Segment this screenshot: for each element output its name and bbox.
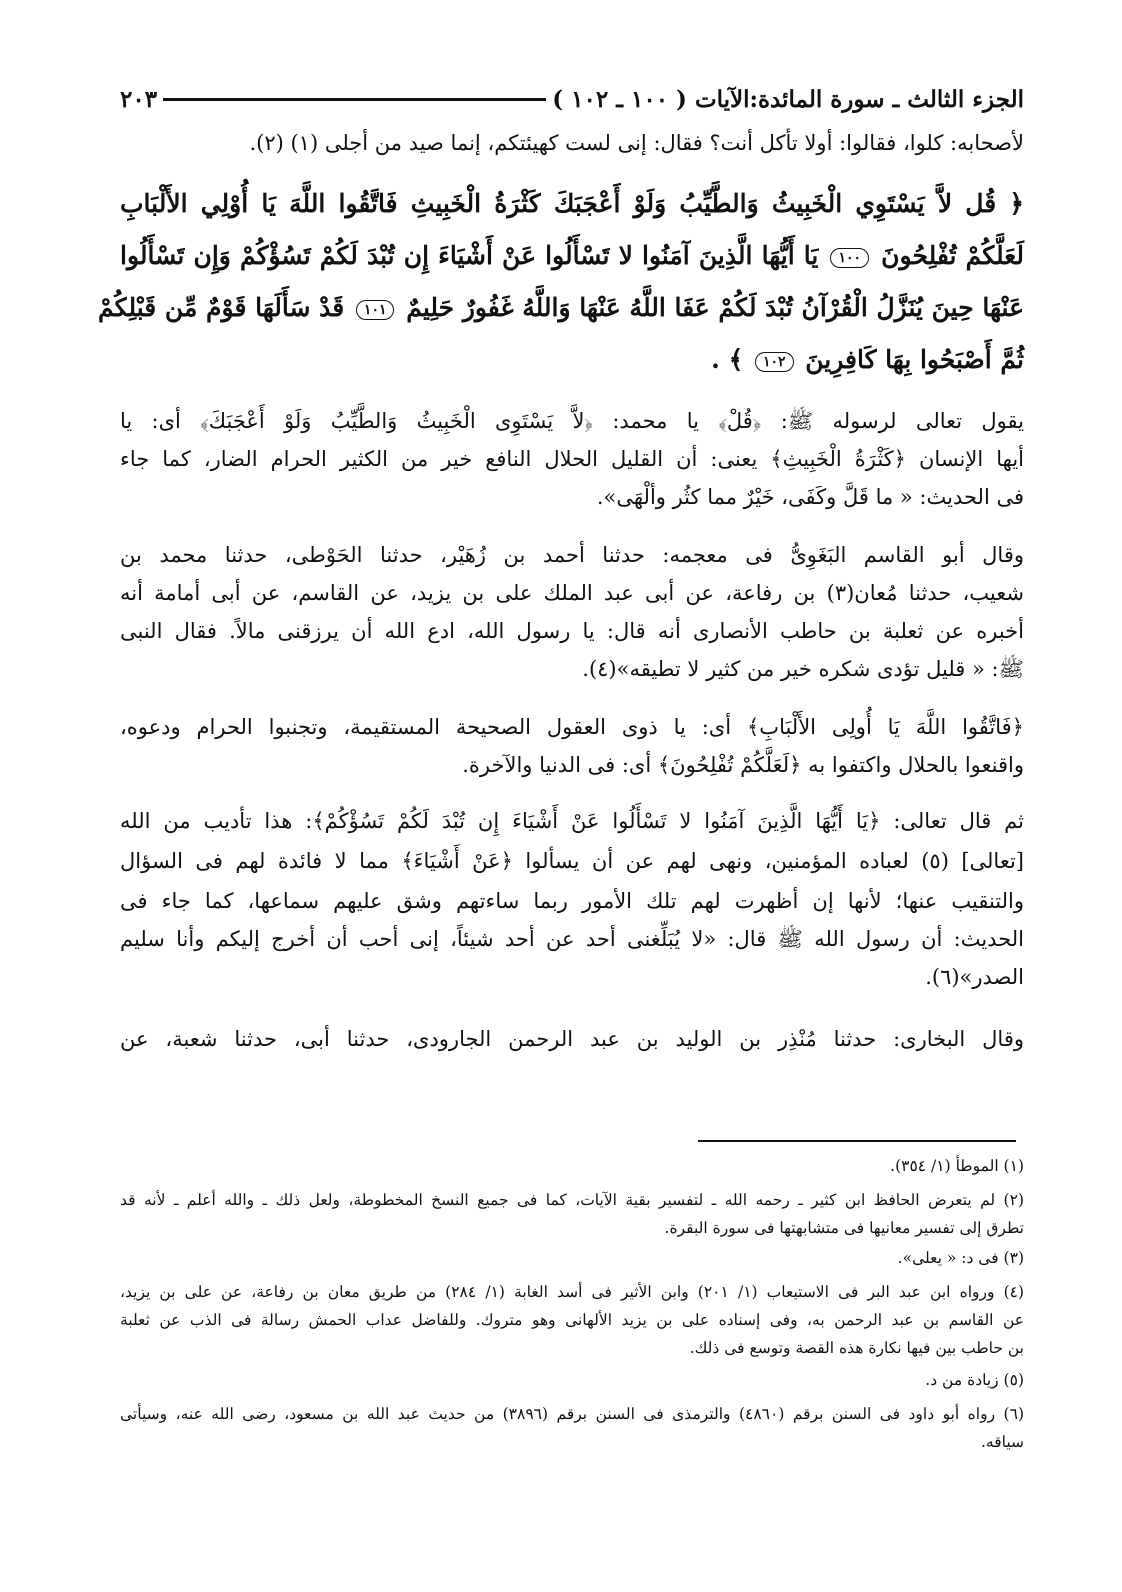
paragraph-line: الصدر»(٦). [925,965,1024,989]
quran-text: ﴾ . [711,345,744,374]
paragraph-line: ثم قال تعالى: ﴿يَا أَيُّهَا الَّذِينَ آمَنُوا لا تَسْأَلُوا عَنْ أَشْيَاءَ إِن تُبْدَ لَكُمْ تَسُؤْكُمْ﴾: هذا تأديب من الله [120,809,1024,833]
running-title: الجزء الثالث ـ سورة المائدة:الآيات ( ١٠٠ ـ ١٠٢ ) [552,85,1024,113]
paragraph-line: والتنقيب عنها؛ لأنها إن أظهرت لهم تلك الأمور ربما ساءتهم وشق عليهم سماعها، كما جاء فى [120,889,1024,913]
paragraph-line: ﴿فَاتَّقُوا اللَّهَ يَا أُولِى الأَلْبَابِ﴾ أى: يا ذوى العقول الصحيحة المستقيمة، وتجنبوا الحرام ودعوه، [120,715,1024,739]
quran-line-1: ﴿ قُل لاَّ يَسْتَوِي الْخَبِيثُ وَالطَّيِّبُ وَلَوْ أَعْجَبَكَ كَثْرَةُ الْخَبِيثِ فَاتَّقُوا اللَّهَ يَا أُوْلِي الأَلْبَابِ [120,189,1024,218]
header-rule [163,98,546,101]
ayah-number-marker: ١٠٢ [755,352,794,372]
paragraph-line: وقال البخارى: حدثنا مُنْذِر بن الوليد بن عبد الرحمن الجارودى، حدثنا أبى، حدثنا شعبة، عن [120,1027,1024,1051]
quran-text: قَدْ سَأَلَهَا قَوْمٌ مِّن قَبْلِكُمْ [98,293,345,322]
footnote-separator [698,1140,1016,1142]
footnote: (٥) زيادة من د. [925,1371,1024,1389]
quran-text: لَعَلَّكُمْ تُفْلِحُونَ [881,241,1024,270]
footnote: بن حاطب بين فيها نكارة هذه القصة وتوسع فى ذلك. [689,1339,1024,1357]
quran-text: ثُمَّ أَصْبَحُوا بِهَا كَافِرِينَ [805,345,1024,374]
paragraph-line: أيها الإنسان ﴿كَثْرَةُ الْخَبِيثِ﴾ يعنى: أن القليل الحلال النافع خير من الكثير الحرام الضار، كما جاء [120,447,1024,471]
footnote: (٦) رواه أبو داود فى السنن برقم (٤٨٦٠) والترمذى فى السنن برقم (٣٨٩٦) من حديث عبد الله بن مسعود، رضى الله عنه، وسيأتى [120,1405,1024,1423]
paragraph-line: ﷺ: « قليل تؤدى شكره خير من كثير لا تطيقه»(٤). [582,657,1024,681]
intro-line: لأصحابه: كلوا، فقالوا: أولا تأكل أنت؟ فقال: إنى لست كهيئتكم، إنما صيد من أجلى (١) (٢). [249,131,1024,155]
footnote: سياقه. [980,1433,1024,1451]
ayah-number-marker: ١٠١ [356,300,395,320]
paragraph-line: يقول تعالى لرسوله ﷺ: ﴿قُلْ﴾ يا محمد: ﴿لاَّ يَسْتَوِى الْخَبِيثُ وَالطَّيِّبُ وَلَوْ أَعْجَبَكَ﴾ أى: يا [120,409,1024,433]
paragraph-line: واقنعوا بالحلال واكتفوا به ﴿لَعَلَّكُمْ تُفْلِحُونَ﴾ أى: فى الدنيا والآخرة. [462,753,1024,777]
quran-line-3 [98,288,1024,328]
paragraph-line: فى الحديث: « ما قَلَّ وكَفَى، خَيْرٌ مما كثُر وألْهَى». [596,485,1024,509]
footnote: (٤) ورواه ابن عبد البر فى الاستيعاب (١/ ٢٠١) وابن الأثير فى أسد الغابة (١/ ٢٨٤) من طريق معان بن رفاعة، عن على بن يزيد، [120,1283,1025,1301]
page-number: ٢٠٣ [120,85,158,113]
footnote: (٣) فى د: « يعلى». [897,1249,1024,1267]
footnote: تطرق إلى تفسير معانيها فى متشابهتها فى سورة البقرة. [664,1219,1024,1237]
quran-text: عَنْهَا حِينَ يُنَزَّلُ الْقُرْآنُ تُبْدَ لَكُمْ عَفَا اللَّهُ عَنْهَا وَاللَّهُ غَفُورٌ حَلِيمٌ [406,293,1024,322]
footnote: عن القاسم بن عبد الرحمن به، وفى إسناده على بن يزيد الألهانى وهو متروك. وللفاضل عداب الحمش رسالة فى الذب عن ثعلبة [120,1311,1024,1329]
page-header [120,82,1024,116]
quran-text: يَا أَيُّهَا الَّذِينَ آمَنُوا لا تَسْأَلُوا عَنْ أَشْيَاءَ إِن تُبْدَ لَكُمْ تَسُؤْكُمْ وَإِن تَسْأَلُوا [120,241,819,270]
paragraph-line: أخبره عن ثعلبة بن حاطب الأنصارى أنه قال: يا رسول الله، ادع الله أن يرزقنى مالاً. فقال النبى [120,619,1024,643]
ayah-number-marker: ١٠٠ [830,248,869,268]
paragraph-line: وقال أبو القاسم البَغَوِىُّ فى معجمه: حدثنا أحمد بن زُهَيْر، حدثنا الحَوْطى، حدثنا محمد بن [120,543,1024,567]
paragraph-line: الحديث: أن رسول الله ﷺ قال: «لا يُبَلِّغنى أحد عن أحد شيئاً، إنى أحب أن أخرج إليكم وأنا سليم [120,927,1024,951]
paragraph-line: شعيب، حدثنا مُعان(٣) بن رفاعة، عن أبى عبد الملك على بن يزيد، عن القاسم، عن أبى أمامة أنه [120,581,1024,605]
quran-line-2 [120,236,1024,276]
quran-line-4 [120,340,1024,380]
footnote: (١) الموطأ (١/ ٣٥٤). [890,1157,1024,1175]
footnote: (٢) لم يتعرض الحافظ ابن كثير ـ رحمه الله ـ لتفسير بقية الآيات، كما فى جميع النسخ المخطوطة، ولعل ذلك ـ والله أعلم ـ لأنه قد [120,1191,1024,1209]
paragraph-line: [تعالى] (٥) لعباده المؤمنين، ونهى لهم عن أن يسألوا ﴿عَنْ أَشْيَاءَ﴾ مما لا فائدة لهم فى السؤال [120,849,1025,873]
